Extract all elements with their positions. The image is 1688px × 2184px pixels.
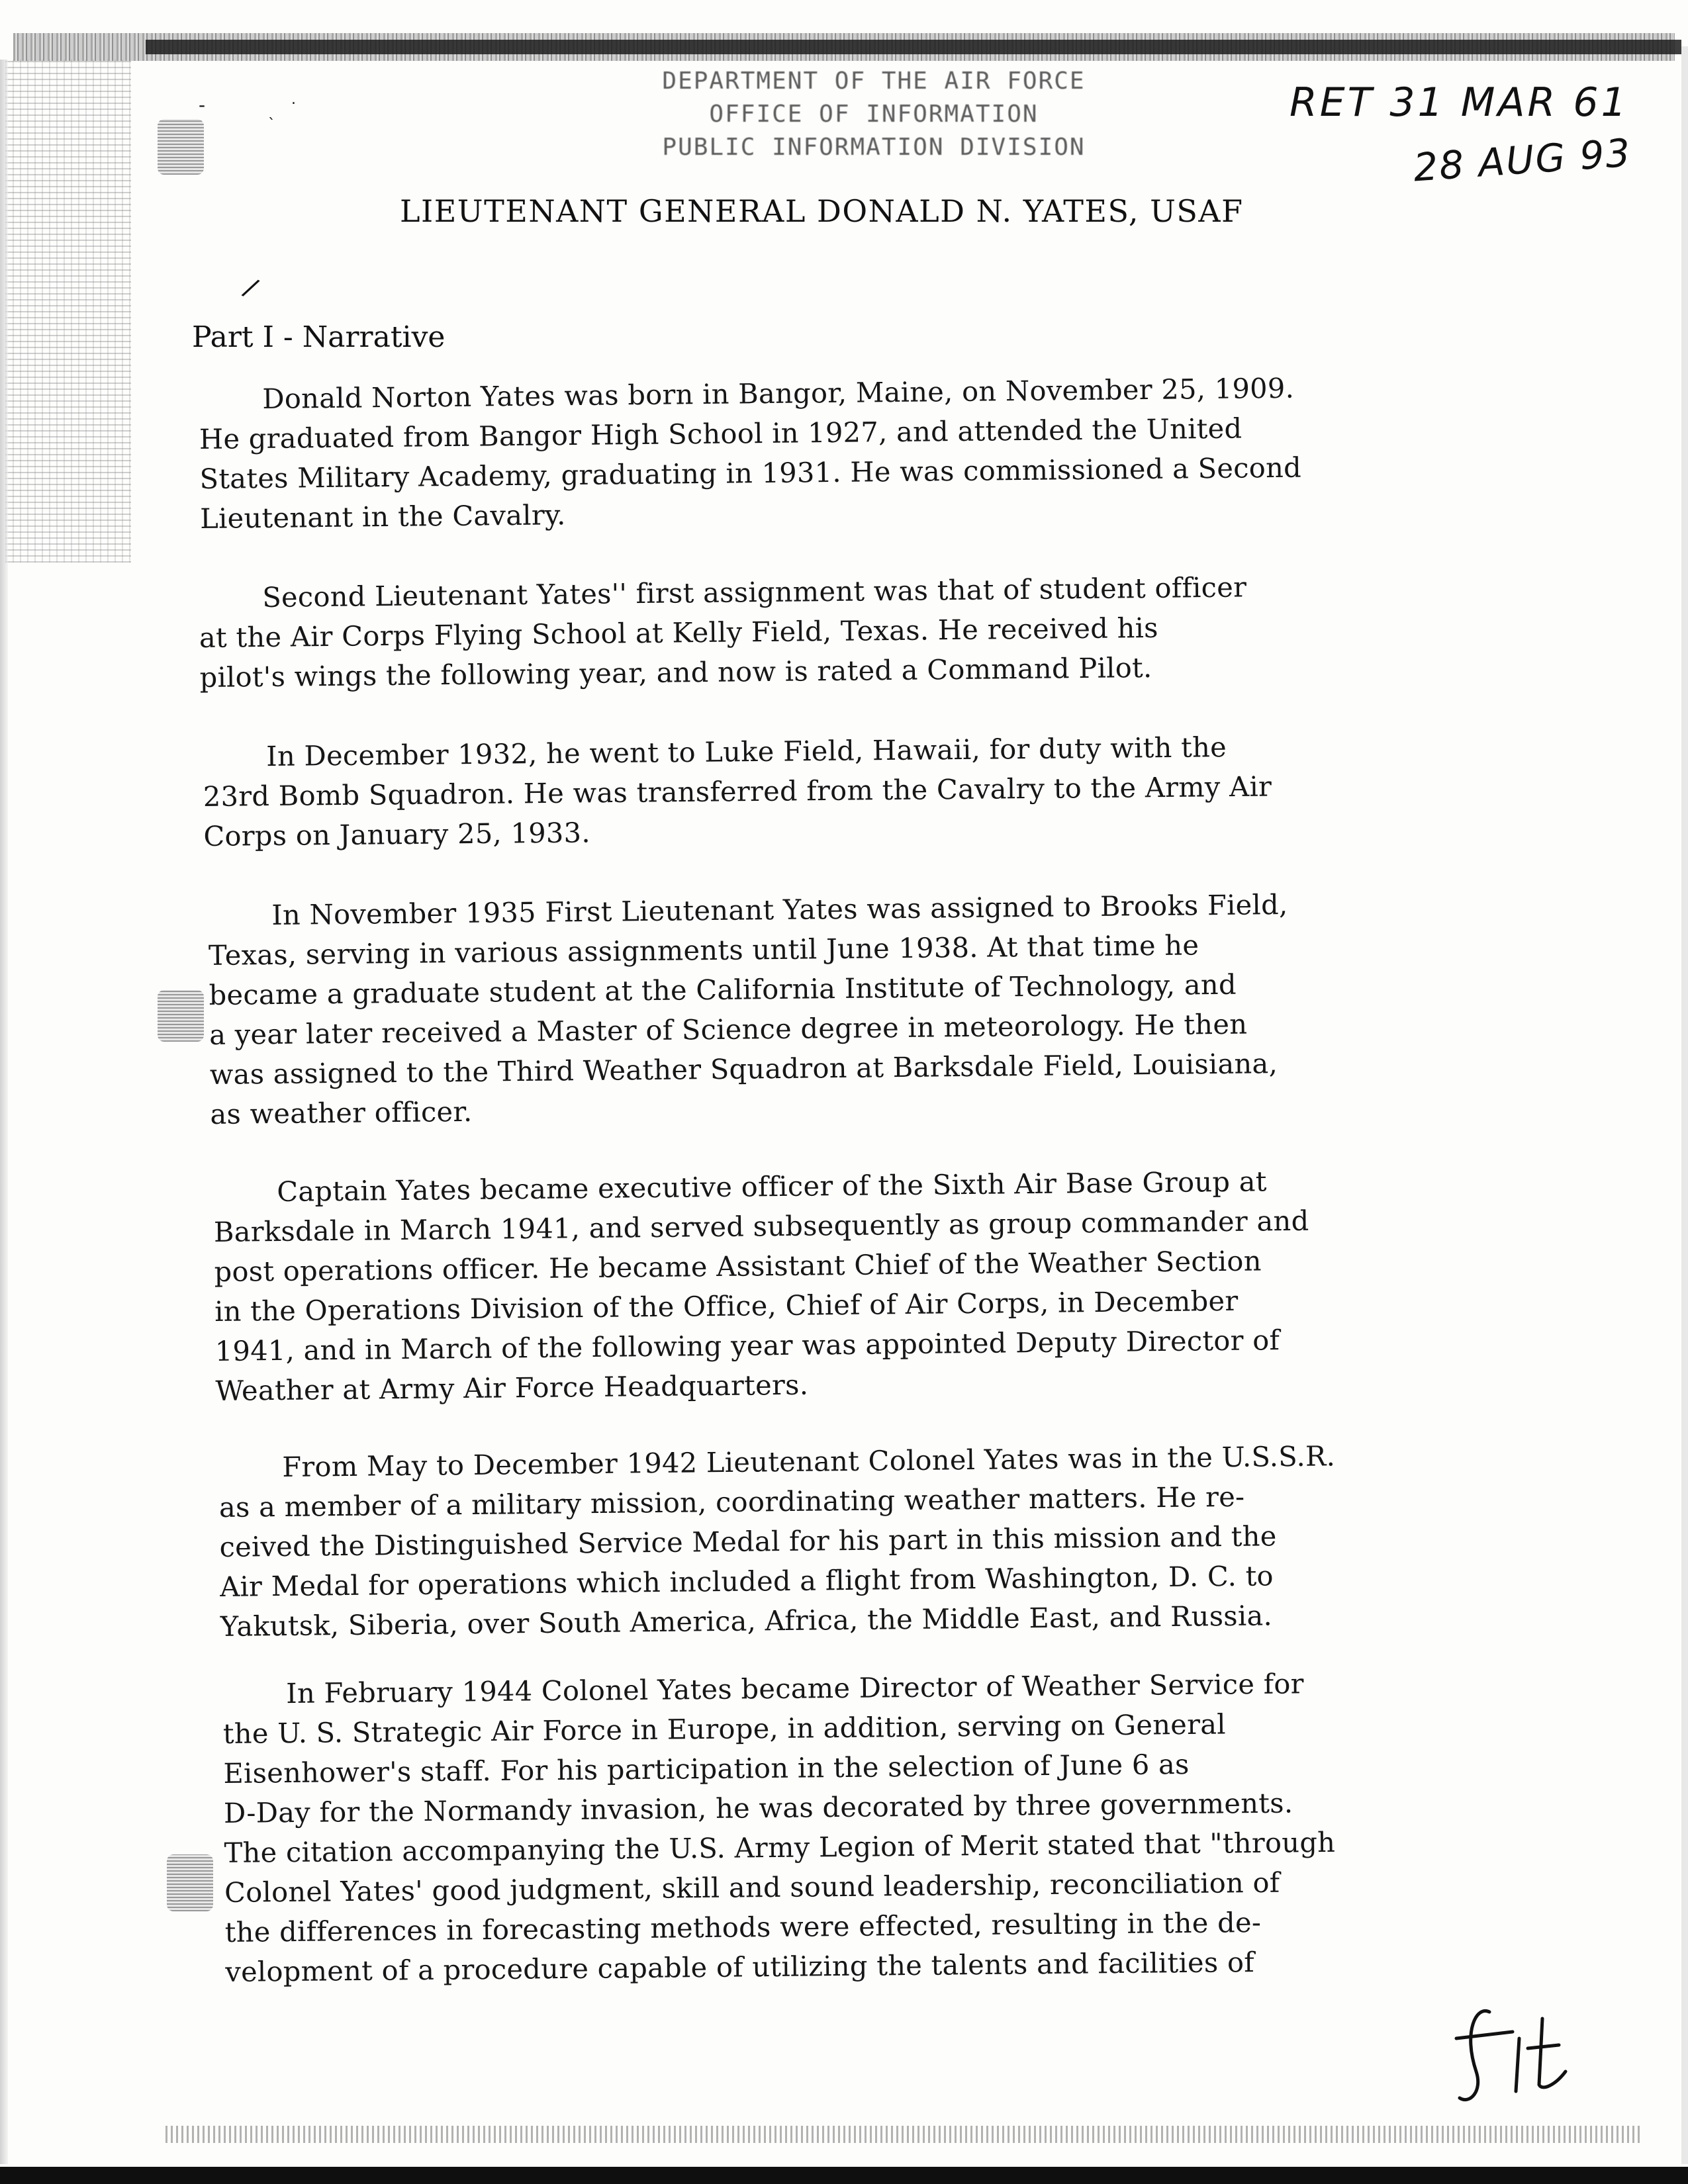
paragraph-first-assignment	[199, 567, 1248, 698]
text-line: in the Operations Division of the Office, Chief of Air Corps, in December	[214, 1284, 1239, 1328]
paragraph-barksdale	[213, 1161, 1311, 1411]
text-line: In February 1944 Colonel Yates became Director of Weather Service for	[286, 1667, 1305, 1710]
text-line: post operations officer. He became Assistant Chief of the Weather Section	[214, 1244, 1262, 1288]
punch-hole-bottom	[167, 1854, 213, 1911]
text-line: became a graduate student at the California Institute of Technology, and	[209, 968, 1237, 1011]
text-line: Lieutenant in the Cavalry.	[199, 498, 566, 535]
scan-bottom-noise	[165, 2126, 1642, 2143]
text-line: In December 1932, he went to Luke Field, Hawaii, for duty with the	[266, 731, 1227, 773]
text-line: Texas, serving in various assignments until June 1938. At that time he	[208, 929, 1199, 972]
text-line: Weather at Army Air Force Headquarters.	[215, 1368, 809, 1407]
text-line: as a member of a military mission, coordinating weather matters. He re-	[218, 1480, 1245, 1524]
text-line: Barksdale in March 1941, and served subsequently as group commander and	[213, 1204, 1309, 1248]
text-line: Eisenhower's staff. For his participation in the selection of June 6 as	[223, 1747, 1190, 1790]
text-line: He graduated from Bangor High School in 1927, and attended the United	[199, 412, 1243, 455]
text-line: Air Medal for operations which included a flight from Washington, D. C. to	[219, 1559, 1274, 1603]
punch-hole-top	[158, 119, 204, 175]
paragraph-ussr-mission	[218, 1436, 1337, 1647]
text-line: The citation accompanying the U.S. Army Legion of Merit stated that "through	[224, 1825, 1336, 1869]
department-stamp	[596, 65, 1152, 164]
text-line: From May to December 1942 Lieutenant Colonel Yates was in the U.S.S.R.	[282, 1439, 1336, 1483]
scan-left-edge	[0, 60, 8, 2164]
text-line: D-Day for the Normandy invasion, he was decorated by three governments.	[223, 1786, 1293, 1829]
punch-hole-middle	[158, 990, 204, 1042]
text-line: In November 1935 First Lieutenant Yates was assigned to Brooks Field,	[271, 887, 1288, 931]
scan-bottom-edge	[0, 2167, 1688, 2184]
text-line: ceived the Distinguished Service Medal for his part in this mission and the	[219, 1520, 1277, 1563]
section-heading: Part I - Narrative	[192, 320, 445, 354]
text-line: Colonel Yates' good judgment, skill and sound leadership, reconciliation of	[224, 1866, 1280, 1909]
text-line: the differences in forecasting methods were effected, resulting in the de-	[224, 1905, 1262, 1948]
text-line: as weather officer.	[210, 1095, 473, 1130]
text-line: 23rd Bomb Squadron. He was transferred from the Cavalry to the Army Air	[203, 770, 1272, 813]
stamp-line-3: PUBLIC INFORMATION DIVISION	[662, 134, 1086, 161]
document-title: LIEUTENANT GENERAL DONALD N. YATES, USAF	[400, 193, 1244, 229]
text-line: Yakutsk, Siberia, over South America, Africa, the Middle East, and Russia.	[220, 1599, 1273, 1643]
stray-mark: -	[199, 94, 206, 116]
paragraph-hawaii	[203, 727, 1272, 856]
text-line: at the Air Corps Flying School at Kelly Field, Texas. He received his	[199, 611, 1159, 654]
text-line: Corps on January 25, 1933.	[203, 816, 591, 852]
handwritten-date-note: 28 AUG 93	[1412, 130, 1633, 191]
stamp-line-2: OFFICE OF INFORMATION	[709, 101, 1039, 128]
text-line: was assigned to the Third Weather Squadron at Barksdale Field, Louisiana,	[209, 1047, 1278, 1091]
stray-mark: .	[291, 91, 296, 108]
paragraph-birth-education	[199, 369, 1302, 539]
text-line: the U. S. Strategic Air Force in Europe, in addition, serving on General	[222, 1707, 1227, 1750]
stamp-line-1: DEPARTMENT OF THE AIR FORCE	[662, 68, 1086, 95]
check-mark: /	[239, 272, 263, 304]
scan-top-shadow	[146, 40, 1681, 54]
paragraph-europe-weather	[222, 1664, 1336, 1992]
text-line: velopment of a procedure capable of utilizing the talents and facilities of	[225, 1946, 1255, 1988]
text-line: Captain Yates became executive officer of the Sixth Air Base Group at	[277, 1165, 1267, 1208]
scan-right-edge	[1681, 46, 1688, 2164]
signature-initials	[1450, 1992, 1609, 2111]
paragraph-brooks-field	[208, 885, 1290, 1134]
stray-mark: `	[268, 116, 275, 133]
handwritten-retirement-note: RET 31 MAR 61	[1289, 79, 1629, 126]
text-line: Second Lieutenant Yates'' first assignment was that of student officer	[262, 570, 1247, 614]
scan-left-noise	[5, 60, 131, 563]
text-line: States Military Academy, graduating in 1931. He was commissioned a Second	[199, 451, 1302, 495]
text-line: Donald Norton Yates was born in Bangor, Maine, on November 25, 1909.	[262, 371, 1295, 415]
text-line: 1941, and in March of the following year was appointed Deputy Director of	[214, 1324, 1280, 1367]
text-line: a year later received a Master of Science degree in meteorology. He then	[209, 1007, 1248, 1051]
text-line: pilot's wings the following year, and now is rated a Command Pilot.	[199, 651, 1152, 694]
